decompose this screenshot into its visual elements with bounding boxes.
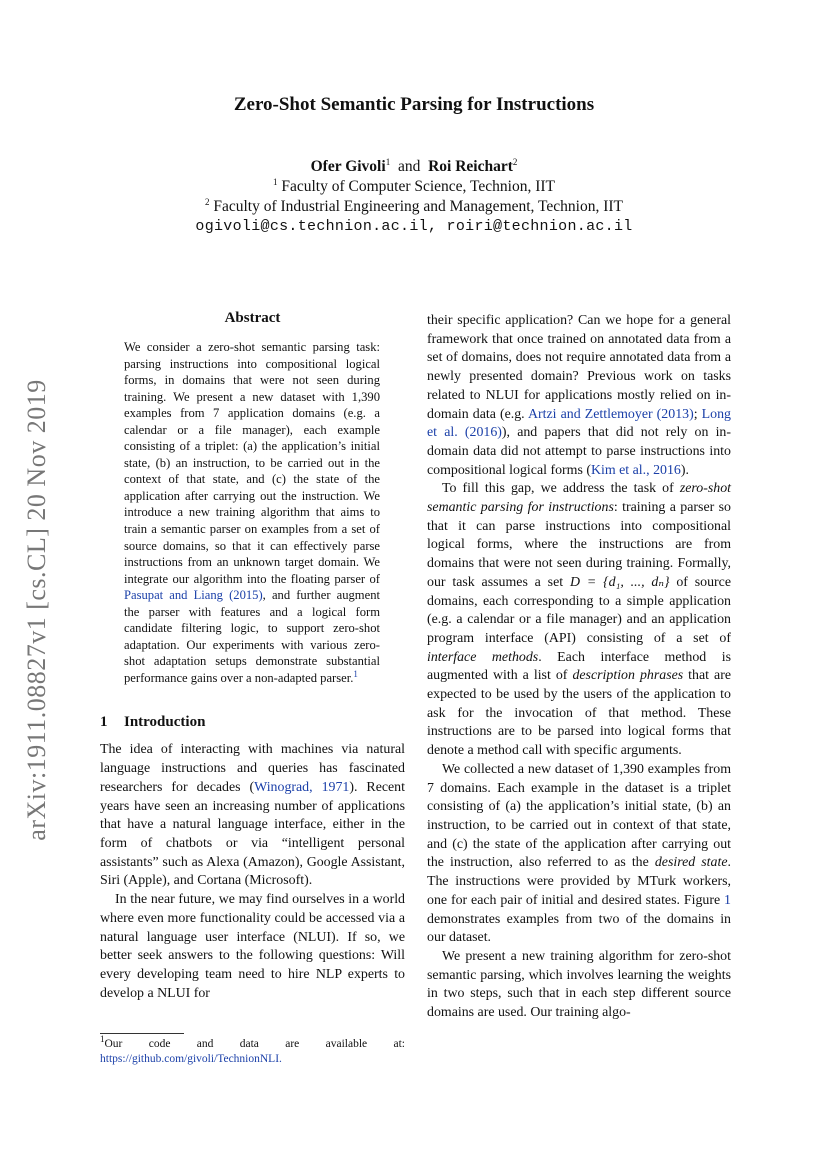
affiliation-1 xyxy=(0,178,828,196)
right-paragraph-1 xyxy=(427,312,731,480)
citation-link[interactable]: Pasupat and Liang (2015) xyxy=(124,588,263,603)
emphasis: desired state xyxy=(654,855,728,871)
arxiv-stamp-text: arXiv:1911.08827v1 [cs.CL] 20 Nov 2019 xyxy=(22,379,51,841)
abstract-text-2: , and further augment the parser with features and a logical form candidate filtering logic, to support zero-shot adaptation. Our experiments with various zero-shot adaptation setups demonstrate substantial performance gains over a non-adapted parser. xyxy=(124,588,380,685)
arxiv-stamp xyxy=(22,360,52,860)
rc-p2-text-c: of source domains, each corresponding to a simple application (e.g. a calendar or a file manager) and an application program interface (API) consisting of a set of xyxy=(427,574,732,646)
author-2-affil-mark: 2 xyxy=(512,156,518,167)
abstract-text-1: We consider a zero-shot semantic parsing task: parsing instructions into compositional logical forms, in domains that were not seen during training. We present a new dataset with 1,390 examples from 7 application domains (e.g. a calendar or a file manager), each example consisting of a triplet: (a) the application’s initial state, (b) an instruction, to be carried out in the context of that state, and (c) the state of the application after carrying out the instruction. We introduce a new training algorithm that aims to train a semantic parser on examples from a set of source domains, so that it can effectively parse instructions from an unknown target domain. We integrate our algorithm into the floating parser of xyxy=(124,340,380,586)
rc-p1-text-c: ). xyxy=(680,462,689,478)
right-paragraph-3 xyxy=(427,761,731,948)
rc-p2-text-b: : training a parser so that it can parse instructions into compositional logical forms, where the instructions are from domains that were not seen during training. Formally, our task assumes a set xyxy=(427,500,731,590)
intro-p1-text-b: ). Recent years have seen an increasing number of applications that have a natural language interface, either in the form of chatbots or via “intelligent personal assistants” such as Alexa (Amazon), Google Assistant, Siri (Apple), and Cortana (Microsoft). xyxy=(100,779,405,889)
footnote-word: and xyxy=(196,1038,214,1050)
affiliation-2-mark: 2 xyxy=(204,196,210,207)
author-line xyxy=(0,158,828,176)
author-emails: ogivoli@cs.technion.ac.il, roiri@technion.ac.il xyxy=(195,218,633,235)
footnote-word xyxy=(100,1034,123,1052)
footnote-link[interactable]: 1 xyxy=(353,668,358,679)
paper-title: Zero-Shot Semantic Parsing for Instructions xyxy=(233,94,595,115)
footnote-url-link[interactable]: https://github.com/givoli/TechnionNLI. xyxy=(100,1053,282,1065)
right-column xyxy=(427,312,731,1023)
rc-p2-text-a: To fill this gap, we address the task of xyxy=(442,481,680,497)
footnote-word: are xyxy=(285,1038,300,1050)
author-conjunction: and xyxy=(397,158,421,175)
section-heading-introduction xyxy=(100,714,405,731)
math-expression: D = {d₁, ..., dₙ} xyxy=(569,574,670,590)
emphasis: description phrases xyxy=(572,668,684,684)
footnote-mark: 1 xyxy=(100,1034,105,1045)
intro-p1-text-a: The idea of interacting with machines via natural language instructions and queries has fascinated researchers for decades ( xyxy=(100,742,405,795)
abstract-body xyxy=(124,339,380,686)
affiliation-1-text: Faculty of Computer Science, Technion, IIT xyxy=(281,178,556,195)
section-title: Introduction xyxy=(124,714,206,731)
rc-p3-text-b: . The instructions were provided by MTurk workers, one for each pair of initial and desired states. Figure xyxy=(427,855,731,908)
citation-link[interactable]: Winograd, 1971 xyxy=(254,779,350,795)
rc-p3-text-c: demonstrates examples from two of the domains in our dataset. xyxy=(427,911,731,946)
left-column xyxy=(100,310,405,1003)
footnote-divider xyxy=(100,1033,184,1034)
citation-link[interactable]: Artzi and Zettlemoyer (2013) xyxy=(527,406,694,422)
footnote-line-1 xyxy=(100,1034,405,1052)
affiliation-2-text: Faculty of Industrial Engineering and Management, Technion, IIT xyxy=(213,198,624,215)
footnote-word: available xyxy=(325,1038,368,1050)
figure-reference-link[interactable]: 1 xyxy=(724,892,731,908)
rc-p3-text-a: We collected a new dataset of 1,390 examples from 7 domains. Each example in the dataset is a triplet consisting of (a) the application’s initial state, (b) an instruction, to be carried out in context of that state, and (c) the state of the application after carrying out the instruction, also referred to as the xyxy=(427,761,731,871)
rc-p1-sep: ; xyxy=(693,406,702,422)
author-1-affil-mark: 1 xyxy=(385,156,391,167)
rc-p1-text-b: ), and papers that did not rely on in-domain data did not attempt to parse instructions into compositional logical forms ( xyxy=(427,425,732,478)
intro-paragraph-1 xyxy=(100,741,405,891)
citation-link[interactable]: Long et al. (2016) xyxy=(427,406,731,441)
footnote-word: data xyxy=(239,1038,259,1050)
author-2: Roi Reichart xyxy=(428,158,513,175)
affiliation-2 xyxy=(0,198,828,216)
right-paragraph-4: We present a new training algorithm for zero-shot semantic parsing, which involves learning the weights in two steps, such that in each step different source domains are used. Our training algo- xyxy=(427,948,731,1021)
footnote-1 xyxy=(100,1034,405,1067)
affiliation-1-mark: 1 xyxy=(272,176,278,187)
right-paragraph-2 xyxy=(427,480,731,761)
footnote-word-text: Our xyxy=(104,1038,123,1050)
emphasis: zero-shot semantic parsing for instructions xyxy=(427,481,731,516)
intro-paragraph-2: In the near future, we may find ourselves in a world where even more functionality could be accessed via a natural language user interface (NLUI). If so, we better seek answers to the following questions: Will every developing team need to hire NLP experts to develop a NLUI for xyxy=(100,892,405,1001)
citation-link[interactable]: Kim et al., 2016 xyxy=(590,462,681,478)
footnote-word: at: xyxy=(393,1038,405,1050)
rc-p2-text-e: that are expected to be used by the users of the application to ask for the invocation of that method. These instructions are to be parsed into logical forms that denote a method call with specific arguments. xyxy=(427,668,731,759)
section-number: 1 xyxy=(100,714,108,731)
footnote-word: code xyxy=(148,1038,171,1050)
rc-p2-text-d: . Each interface method is augmented with a list of xyxy=(427,649,731,684)
emphasis: interface methods xyxy=(427,649,539,665)
rc-p1-text-a: their specific application? Can we hope for a general framework that once trained on annotated data from a set of domains, does not require annotated data from a newly presented domain? Previous work on tasks related to NLUI for applications mostly relied on in-domain data (e.g. xyxy=(427,313,731,422)
abstract-heading: Abstract xyxy=(224,310,281,326)
author-1: Ofer Givoli xyxy=(310,158,386,175)
